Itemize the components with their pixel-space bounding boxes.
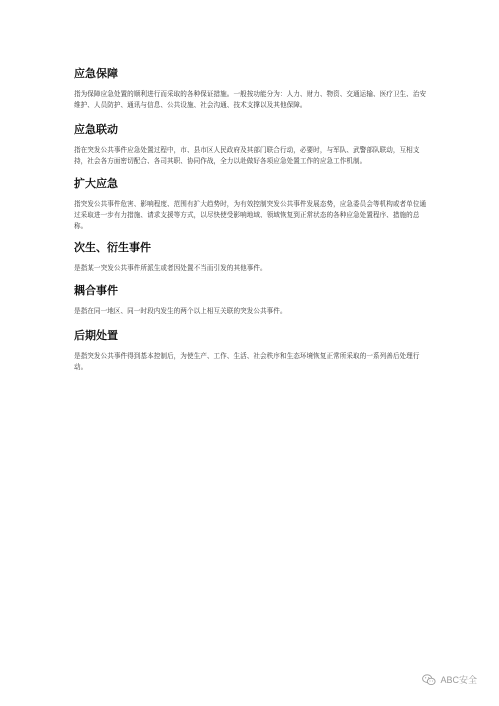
section-aftermath — [74, 328, 430, 374]
section-title: 扩大应急 — [74, 176, 118, 190]
section-title: 应急保障 — [74, 67, 118, 80]
section-emergency-linkage — [74, 122, 430, 168]
section-title: 后期处置 — [74, 328, 118, 342]
section-title: 次生、衍生事件 — [74, 240, 151, 254]
section-coupled-events — [74, 283, 430, 317]
wechat-icon — [422, 674, 436, 686]
watermark — [422, 673, 477, 686]
section-body: 是指突发公共事件得到基本控制后，为使生产、工作、生活、社会秩序和生态环境恢复正常所采取的一系列善后处理行动。 — [74, 351, 420, 372]
section-body: 指在突发公共事件应急处置过程中，市、县市区人民政府及其部门联合行动，必要时，与军队、武警部队联动，互相支持，社会各方面密切配合、各司其职、协同作战，全力以赴做好各项应急处置工作的应急工作机制。 — [74, 145, 420, 166]
section-body: 指突发公共事件危害、影响程度、范围有扩大趋势时，为有效控制突发公共事件发展态势，应急委员会等机构或者单位通过采取进一步有力措施、请求支援等方式，以尽快使受影响地域、领域恢复到正常状态的各种应急处置程序、措施的总称。 — [74, 199, 427, 231]
section-emergency-support — [74, 66, 430, 112]
watermark-text: ABC安全 — [440, 675, 477, 685]
section-expanded-response — [74, 176, 430, 233]
section-body: 指为保障应急处置的顺利进行而采取的各种保证措施。一般按功能分为：人力、财力、物资、交通运输、医疗卫生、治安维护、人员防护、通讯与信息、公共设施、社会沟通、技术支撑以及其他保障。 — [74, 90, 427, 110]
section-body: 是指在同一地区、同一时段内发生的两个以上相互关联的突发公共事件。 — [74, 307, 287, 316]
section-title: 应急联动 — [74, 122, 118, 136]
section-secondary-events — [74, 240, 430, 274]
document-content — [74, 66, 430, 381]
section-body: 是指某一突发公共事件所派生或者因处置不当而引发的其他事件。 — [74, 263, 267, 272]
section-title: 耦合事件 — [74, 284, 118, 298]
